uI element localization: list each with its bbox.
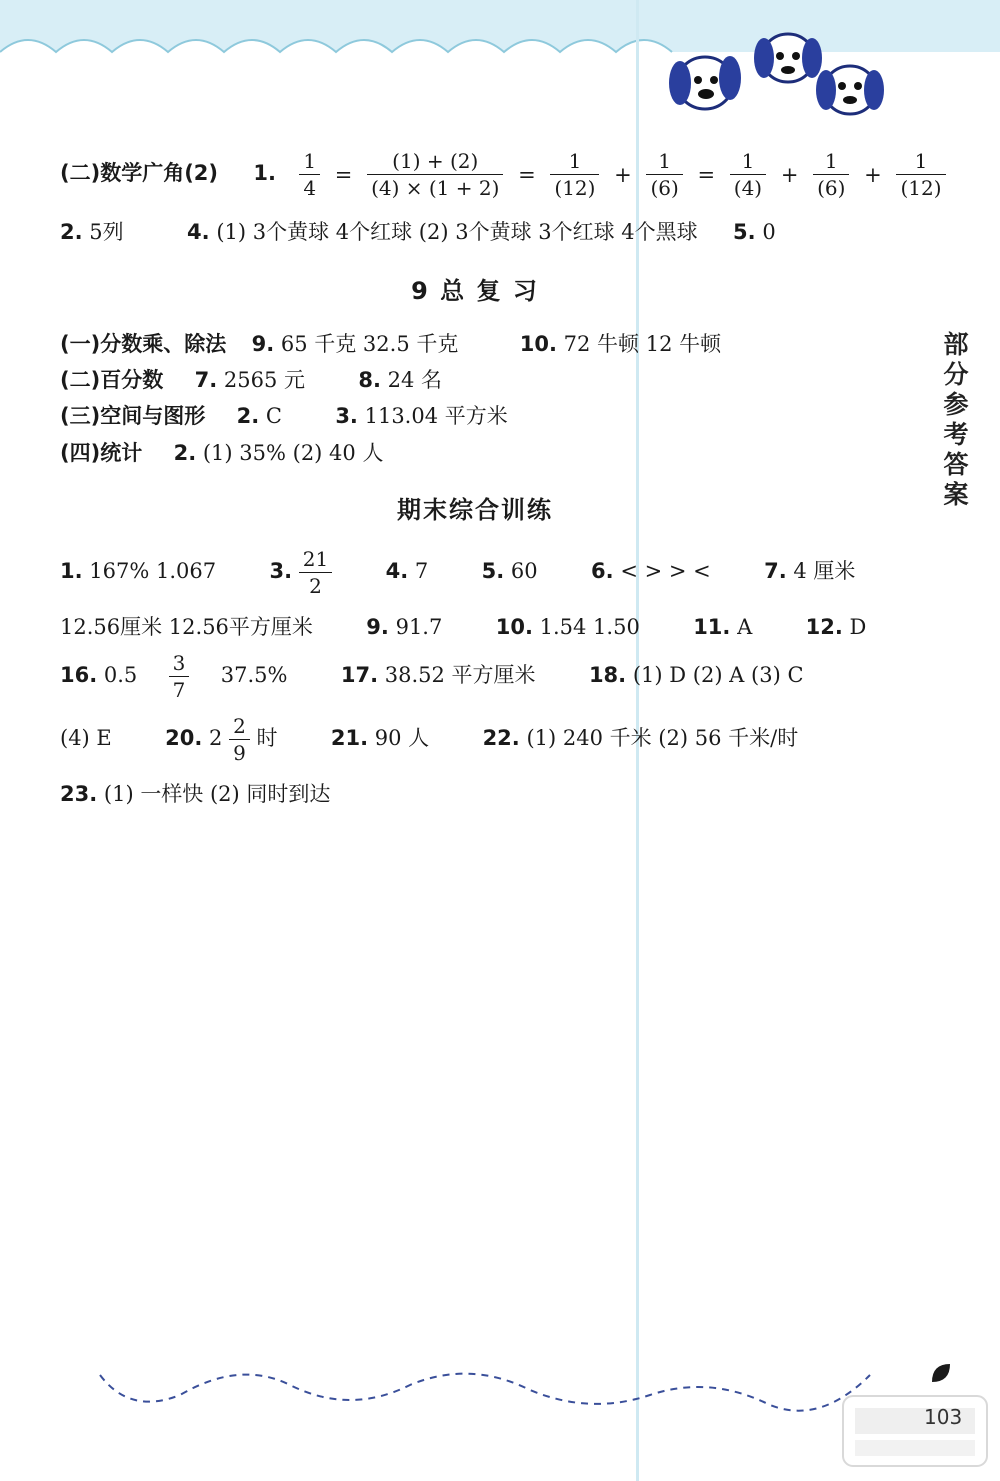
answer-text: 7 [414, 559, 429, 583]
answer-text: 2565 元 [223, 368, 305, 392]
answer-text: 0 [762, 220, 776, 244]
fraction: $\frac{1}{(6)}$ [813, 148, 849, 201]
answer-row [60, 713, 798, 766]
page-number: 103 [924, 1405, 963, 1429]
answer-text: 91.7 [395, 615, 443, 639]
question-number: 11. [693, 615, 731, 639]
answer-row [60, 611, 866, 641]
question-number: 20. [165, 726, 203, 750]
answer-text: (4) E [60, 726, 112, 750]
answer-text: A [737, 615, 753, 639]
question-number: 8. [358, 368, 381, 392]
question-number: 2. [236, 404, 260, 428]
side-tab-char: 案 [943, 480, 969, 509]
plus-sign: + [614, 162, 632, 187]
question-number: 1. [60, 559, 83, 583]
side-tab-char: 部 [943, 330, 969, 359]
fraction: $\frac{2}{9}$ [229, 713, 250, 766]
section-label: (二)百分数 [60, 368, 164, 392]
fraction: $\frac{1}{4}$ [299, 148, 320, 201]
equals-sign: = [334, 162, 353, 187]
answer-row [60, 216, 776, 246]
answer-text: (1) 3个黄球 4个红球 (2) 3个黄球 3个红球 4个黑球 [216, 220, 698, 244]
answer-text: 37.5% [220, 663, 288, 687]
fraction: $\frac{1}{(12)}$ [550, 148, 599, 201]
answer-text: 60 [510, 559, 538, 583]
question-number: 2. [60, 220, 83, 244]
question-number: 9. [366, 615, 389, 639]
section-label: (三)空间与图形 [60, 404, 206, 428]
equals-sign: = [518, 162, 536, 187]
question-number: 7. [764, 559, 787, 583]
question-number: 4. [187, 220, 210, 244]
review-row [60, 364, 442, 394]
fraction: $\frac{1}{(4)}$ [730, 148, 766, 201]
fraction: $\frac{1}{(6)}$ [646, 148, 682, 201]
answer-text: (1) 35% (2) 40 人 [202, 441, 384, 465]
question-number: 3. [269, 559, 293, 583]
answer-text: 113.04 平方米 [364, 404, 508, 428]
question-number: 5. [733, 220, 756, 244]
side-tab-char: 答 [943, 450, 969, 479]
question-number: 3. [335, 404, 358, 428]
answer-text: 90 人 [374, 726, 430, 750]
fraction: $\frac{21}{2}$ [299, 546, 332, 599]
answer-text: (1) 一样快 (2) 同时到达 [103, 782, 331, 806]
answer-text: D [849, 615, 867, 639]
question-number: 10. [495, 615, 533, 639]
section-label: (一)分数乘、除法 [60, 332, 227, 356]
answer-text: 1.54 1.50 [539, 615, 640, 639]
guangjiao-row [60, 148, 946, 201]
question-number: 10. [519, 332, 557, 356]
section-heading: 期末综合训练 [397, 496, 553, 524]
answer-text: 167% 1.067 [89, 559, 217, 583]
question-number: 7. [194, 368, 218, 392]
answer-text: 5列 [89, 220, 124, 244]
plus-sign: + [780, 162, 799, 187]
question-number: 9. [251, 332, 275, 356]
question-number: 18. [588, 663, 627, 687]
footer-dashed-wave [90, 1355, 950, 1435]
question-number: 17. [340, 663, 379, 687]
review-row [60, 400, 508, 430]
section-heading: 9 总 复 习 [411, 277, 539, 305]
answer-text: 2 [209, 726, 223, 750]
fraction: $\frac{3}{7}$ [169, 650, 190, 703]
review-row [60, 437, 383, 467]
answer-text: 4 厘米 [793, 559, 856, 583]
question-number: 16. [60, 663, 98, 687]
side-tab-char: 考 [943, 420, 969, 449]
side-tab-label [940, 330, 972, 510]
answer-text: C [265, 404, 282, 428]
answer-text: 0.5 [103, 663, 138, 687]
side-tab-char: 分 [943, 360, 969, 389]
section-label: (二)数学广角(2) [60, 161, 219, 185]
puppies-illustration [660, 28, 900, 128]
answer-text: 65 千克 32.5 千克 [280, 332, 459, 356]
question-number: 1. [253, 161, 276, 185]
review-row [60, 328, 721, 358]
section-label: (四)统计 [60, 441, 143, 465]
question-number: 6. [591, 559, 614, 583]
question-number: 5. [481, 559, 505, 583]
question-number: 4. [385, 559, 409, 583]
answer-text: 24 名 [387, 368, 443, 392]
equals-sign: = [697, 162, 716, 187]
question-number: 22. [482, 726, 520, 750]
answer-text: (1) 240 千米 (2) 56 千米/时 [526, 726, 799, 750]
watermark-logo [835, 1388, 995, 1473]
question-number: 12. [805, 615, 843, 639]
answer-row [60, 650, 804, 703]
answer-text: 38.52 平方厘米 [384, 663, 536, 687]
answer-text: < > > < [620, 559, 711, 583]
answer-row [60, 546, 855, 599]
fraction: $\frac{(1) + (2)}{(4) \times (1 + 2)}$ [367, 148, 503, 201]
answer-text: 12.56厘米 12.56平方厘米 [60, 615, 313, 639]
fraction: $\frac{1}{(12)}$ [896, 148, 945, 201]
answer-text: 72 牛顿 12 牛顿 [563, 332, 722, 356]
question-number: 2. [173, 441, 197, 465]
answer-text: (1) D (2) A (3) C [632, 663, 804, 687]
side-tab-char: 参 [943, 390, 969, 419]
question-number: 23. [60, 782, 98, 806]
answer-row [60, 778, 330, 808]
leaf-icon [928, 1360, 954, 1386]
plus-sign: + [864, 162, 882, 187]
question-number: 21. [330, 726, 369, 750]
answer-text: 时 [256, 726, 278, 750]
